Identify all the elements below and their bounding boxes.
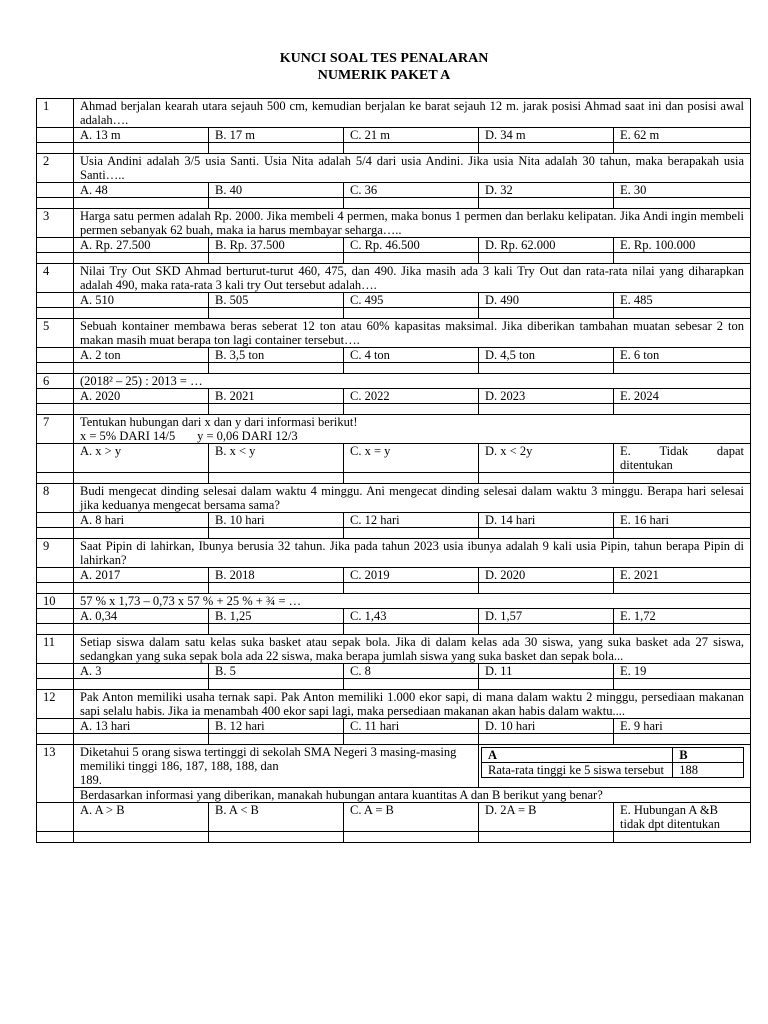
- spacer-cell: [344, 253, 479, 264]
- question-row: [37, 745, 751, 788]
- option-c: C. Rp. 46.500: [344, 238, 479, 253]
- question-text-body: Ahmad berjalan kearah utara sejauh 500 cm, kemudian berjalan ke barat sejauh 12 m. jarak posisi Ahmad saat ini dan posisi awal adalah….: [80, 99, 745, 127]
- option-e-part: E.: [620, 444, 631, 458]
- question-text-body: Setiap siswa dalam satu kelas suka basket atau sepak bola. Jika di dalam kelas ada 30 siswa, yang suka basket ada 27 siswa, sedangkan yang suka sepak bola ada 22 siswa, maka berapa jumlah siswa yang suka basket dan sepak bola...: [80, 635, 745, 663]
- question-number: 2: [37, 154, 74, 183]
- spacer-row: [37, 734, 751, 745]
- question-row: [37, 539, 751, 568]
- spacer-cell: [479, 832, 614, 843]
- question-number: 13: [37, 745, 74, 803]
- spacer-cell: [74, 363, 209, 374]
- question-number: 6: [37, 374, 74, 389]
- spacer-cell: [209, 473, 344, 484]
- spacer-cell: [614, 143, 751, 154]
- option-b: B. 40: [209, 183, 344, 198]
- question-text: [74, 745, 479, 788]
- option-e: E. Rp. 100.000: [614, 238, 751, 253]
- option-e: E. 1,72: [614, 609, 751, 624]
- spacer-cell: [479, 363, 614, 374]
- spacer-cell: [209, 143, 344, 154]
- question-text: [74, 635, 751, 664]
- options-row: [37, 568, 751, 583]
- spacer-row: [37, 404, 751, 415]
- spacer-cell: [74, 679, 209, 690]
- option-c: C. 1,43: [344, 609, 479, 624]
- option-d: D. 4,5 ton: [479, 348, 614, 363]
- option-a: A. 2020: [74, 389, 209, 404]
- option-e: E. 16 hari: [614, 513, 751, 528]
- question-text: [74, 99, 751, 128]
- options-row: [37, 803, 751, 832]
- question-prompt-row: [37, 788, 751, 803]
- option-d: D. 2023: [479, 389, 614, 404]
- options-number-cell: [37, 293, 74, 308]
- spacer-cell: [74, 734, 209, 745]
- option-c: C. 12 hari: [344, 513, 479, 528]
- spacer-cell: [344, 679, 479, 690]
- option-e-line-1: [620, 444, 744, 458]
- spacer-cell: [209, 624, 344, 635]
- question-text-body: Diketahui 5 orang siswa tertinggi di sekolah SMA Negeri 3 masing-masing memiliki tinggi 186, 187, 188, 188, dan: [80, 745, 457, 773]
- spacer-row: [37, 473, 751, 484]
- spacer-row: [37, 832, 751, 843]
- question-text: [74, 319, 751, 348]
- option-d: D. x < 2y: [479, 444, 614, 473]
- options-row: [37, 513, 751, 528]
- option-b: B. 2021: [209, 389, 344, 404]
- answer-key-table: [36, 98, 751, 843]
- spacer-cell: [74, 473, 209, 484]
- option-e: E. 2021: [614, 568, 751, 583]
- question-text-body: Harga satu permen adalah Rp. 2000. Jika membeli 4 permen, maka bonus 1 permen dan berlaku kelipatan. Jika Andi ingin membeli permen sebanyak 62 buah, maka ia harus membayar seharga…..: [80, 209, 745, 237]
- spacer-cell: [344, 624, 479, 635]
- spacer-cell: [344, 308, 479, 319]
- question-number: 9: [37, 539, 74, 568]
- option-d: D. 2A = B: [479, 803, 614, 832]
- option-a: A. A > B: [74, 803, 209, 832]
- option-e: E. 485: [614, 293, 751, 308]
- spacer-cell: [614, 679, 751, 690]
- spacer-row: [37, 528, 751, 539]
- spacer-cell: [479, 253, 614, 264]
- spacer-cell: [74, 143, 209, 154]
- option-a: A. Rp. 27.500: [74, 238, 209, 253]
- options-row: [37, 444, 751, 473]
- quantity-a: Rata-rata tinggi ke 5 siswa tersebut: [482, 763, 673, 778]
- option-c: C. 21 m: [344, 128, 479, 143]
- spacer-cell: [74, 832, 209, 843]
- spacer-cell: [37, 363, 74, 374]
- spacer-cell: [614, 198, 751, 209]
- spacer-cell: [479, 308, 614, 319]
- spacer-cell: [479, 528, 614, 539]
- spacer-cell: [614, 832, 751, 843]
- question-text-body: Usia Andini adalah 3/5 usia Santi. Usia Nita adalah 5/4 dari usia Andini. Jika usia Nita adalah 30 tahun, maka berapakah usia Santi…..: [80, 154, 745, 182]
- options-number-cell: [37, 444, 74, 473]
- option-e: E. 62 m: [614, 128, 751, 143]
- option-c: C. 8: [344, 664, 479, 679]
- spacer-row: [37, 143, 751, 154]
- spacer-cell: [614, 734, 751, 745]
- spacer-cell: [479, 198, 614, 209]
- question-number: 3: [37, 209, 74, 238]
- option-a: A. 48: [74, 183, 209, 198]
- spacer-cell: [479, 473, 614, 484]
- question-number: 1: [37, 99, 74, 128]
- options-row: [37, 609, 751, 624]
- question-text: [74, 594, 751, 609]
- question-text-body: Sebuah kontainer membawa beras seberat 12 ton atau 60% kapasitas maksimal. Jika diberikan tambahan muatan sebesar 2 ton makan masih muat berapa ton lagi container tersebut….: [80, 319, 745, 347]
- spacer-cell: [614, 404, 751, 415]
- spacer-row: [37, 308, 751, 319]
- spacer-cell: [614, 583, 751, 594]
- question-row: [37, 264, 751, 293]
- option-e: [614, 444, 751, 473]
- spacer-cell: [209, 583, 344, 594]
- spacer-cell: [614, 624, 751, 635]
- spacer-cell: [479, 679, 614, 690]
- spacer-cell: [209, 528, 344, 539]
- spacer-cell: [209, 198, 344, 209]
- option-d: D. 490: [479, 293, 614, 308]
- question-row: [37, 319, 751, 348]
- options-row: [37, 389, 751, 404]
- spacer-row: [37, 198, 751, 209]
- option-c: C. 4 ton: [344, 348, 479, 363]
- option-a: A. 510: [74, 293, 209, 308]
- spacer-cell: [344, 198, 479, 209]
- quantity-b: 188: [673, 763, 744, 778]
- option-a: A. 3: [74, 664, 209, 679]
- option-e: E. 30: [614, 183, 751, 198]
- spacer-cell: [209, 253, 344, 264]
- spacer-row: [37, 679, 751, 690]
- option-e-part: dapat: [716, 444, 744, 458]
- option-b: B. 5: [209, 664, 344, 679]
- option-e-part: Tidak: [659, 444, 689, 458]
- spacer-cell: [479, 143, 614, 154]
- spacer-cell: [37, 583, 74, 594]
- spacer-cell: [209, 308, 344, 319]
- options-number-cell: [37, 803, 74, 832]
- question-text: [74, 154, 751, 183]
- option-b: B. Rp. 37.500: [209, 238, 344, 253]
- spacer-cell: [37, 253, 74, 264]
- option-e-line-2: tidak dpt ditentukan: [620, 817, 720, 831]
- option-c: C. 2019: [344, 568, 479, 583]
- spacer-row: [37, 624, 751, 635]
- option-e: E. 19: [614, 664, 751, 679]
- spacer-cell: [37, 143, 74, 154]
- spacer-cell: [74, 404, 209, 415]
- options-row: [37, 719, 751, 734]
- spacer-cell: [344, 528, 479, 539]
- question-text: [74, 374, 751, 389]
- option-a: A. 0,34: [74, 609, 209, 624]
- spacer-cell: [37, 308, 74, 319]
- question-text-body: (2018² – 25) : 2013 = …: [80, 374, 203, 388]
- option-a: A. 13 m: [74, 128, 209, 143]
- option-d: D. 32: [479, 183, 614, 198]
- option-b: B. 2018: [209, 568, 344, 583]
- question-number: 10: [37, 594, 74, 609]
- question-row: [37, 484, 751, 513]
- spacer-cell: [479, 404, 614, 415]
- spacer-cell: [74, 198, 209, 209]
- column-b-header: B: [673, 748, 744, 763]
- option-d: D. 34 m: [479, 128, 614, 143]
- question-number: 11: [37, 635, 74, 664]
- options-number-cell: [37, 183, 74, 198]
- spacer-cell: [37, 198, 74, 209]
- options-number-cell: [37, 664, 74, 679]
- spacer-cell: [209, 832, 344, 843]
- option-e: E. 2024: [614, 389, 751, 404]
- question-text: [74, 264, 751, 293]
- options-row: [37, 348, 751, 363]
- options-number-cell: [37, 513, 74, 528]
- spacer-cell: [209, 679, 344, 690]
- question-text-tail: 189.: [80, 773, 102, 787]
- spacer-cell: [74, 528, 209, 539]
- option-a: A. x > y: [74, 444, 209, 473]
- option-a: A. 2017: [74, 568, 209, 583]
- option-e-line-2: ditentukan: [620, 458, 673, 472]
- option-b: B. x < y: [209, 444, 344, 473]
- spacer-cell: [37, 624, 74, 635]
- spacer-cell: [344, 473, 479, 484]
- option-c: C. 36: [344, 183, 479, 198]
- question-text: [74, 209, 751, 238]
- spacer-cell: [344, 734, 479, 745]
- option-d: D. 1,57: [479, 609, 614, 624]
- spacer-cell: [74, 253, 209, 264]
- option-b: B. 10 hari: [209, 513, 344, 528]
- comparison-table-cell: [479, 745, 751, 788]
- spacer-cell: [37, 679, 74, 690]
- spacer-cell: [209, 404, 344, 415]
- option-d: D. 10 hari: [479, 719, 614, 734]
- spacer-cell: [479, 624, 614, 635]
- option-b: B. 505: [209, 293, 344, 308]
- option-d: D. 11: [479, 664, 614, 679]
- options-row: [37, 183, 751, 198]
- option-e: [614, 803, 751, 832]
- question-row: [37, 415, 751, 444]
- options-number-cell: [37, 568, 74, 583]
- spacer-cell: [209, 363, 344, 374]
- question-text-body: 57 % x 1,73 – 0,73 x 57 % + 25 % + ¾ = …: [80, 594, 302, 608]
- options-number-cell: [37, 348, 74, 363]
- option-c: C. x = y: [344, 444, 479, 473]
- question-row: [37, 99, 751, 128]
- question-row: [37, 154, 751, 183]
- option-d: D. 2020: [479, 568, 614, 583]
- spacer-cell: [37, 832, 74, 843]
- option-a: A. 8 hari: [74, 513, 209, 528]
- options-row: [37, 293, 751, 308]
- option-c: C. 495: [344, 293, 479, 308]
- title-line-1: KUNCI SOAL TES PENALARAN: [279, 51, 489, 66]
- question-text-body: Pak Anton memiliki usaha ternak sapi. Pak Anton memiliki 1.000 ekor sapi, di mana dalam waktu 2 minggu, persediaan makanan sapi selalu habis. Jika ia menambah 400 ekor sapi lagi, maka persediaan makanan akan habis dalam waktu....: [80, 690, 745, 718]
- question-number: 5: [37, 319, 74, 348]
- question-text-body: Tentukan hubungan dari x dan y dari informasi berikut!: [80, 415, 358, 429]
- question-row: [37, 594, 751, 609]
- question-text: [74, 690, 751, 719]
- question-text: [74, 484, 751, 513]
- question-text: [74, 415, 751, 444]
- option-a: A. 13 hari: [74, 719, 209, 734]
- question-number: 8: [37, 484, 74, 513]
- question-text-body: Nilai Try Out SKD Ahmad berturut-turut 460, 475, dan 490. Jika masih ada 3 kali Try Out dan rata-rata nilai yang diharapkan adalah 490, maka rata-rata 3 kali try Out tersebut adalah….: [80, 264, 745, 292]
- question-row: [37, 690, 751, 719]
- spacer-cell: [37, 404, 74, 415]
- spacer-cell: [479, 583, 614, 594]
- option-e: E. 9 hari: [614, 719, 751, 734]
- question-number: 7: [37, 415, 74, 444]
- spacer-cell: [344, 363, 479, 374]
- spacer-cell: [74, 583, 209, 594]
- option-b: B. 17 m: [209, 128, 344, 143]
- document-title: [0, 50, 768, 84]
- question-number: 4: [37, 264, 74, 293]
- spacer-cell: [344, 583, 479, 594]
- spacer-cell: [74, 308, 209, 319]
- options-number-cell: [37, 389, 74, 404]
- comparison-table: [481, 747, 744, 778]
- options-number-cell: [37, 609, 74, 624]
- option-c: C. 11 hari: [344, 719, 479, 734]
- question-text-body: Saat Pipin di lahirkan, Ibunya berusia 32 tahun. Jika pada tahun 2023 usia ibunya adalah 9 kali usia Pipin, tahun berapa Pipin di lahirkan?: [80, 539, 745, 567]
- spacer-cell: [74, 624, 209, 635]
- spacer-cell: [479, 734, 614, 745]
- options-number-cell: [37, 719, 74, 734]
- comparison-header-row: [482, 748, 744, 763]
- option-a: A. 2 ton: [74, 348, 209, 363]
- question-prompt: Berdasarkan informasi yang diberikan, manakah hubungan antara kuantitas A dan B berikut yang benar?: [74, 788, 751, 803]
- option-b: B. 3,5 ton: [209, 348, 344, 363]
- options-number-cell: [37, 238, 74, 253]
- options-number-cell: [37, 128, 74, 143]
- option-e-line-1: E. Hubungan A &B: [620, 803, 718, 817]
- spacer-cell: [37, 473, 74, 484]
- option-b: B. 12 hari: [209, 719, 344, 734]
- spacer-cell: [344, 832, 479, 843]
- option-c: C. 2022: [344, 389, 479, 404]
- question-number: 12: [37, 690, 74, 719]
- question-row: [37, 374, 751, 389]
- spacer-row: [37, 363, 751, 374]
- comparison-value-row: [482, 763, 744, 778]
- spacer-cell: [37, 734, 74, 745]
- question-row: [37, 209, 751, 238]
- question-row: [37, 635, 751, 664]
- option-d: D. 14 hari: [479, 513, 614, 528]
- spacer-row: [37, 583, 751, 594]
- options-row: [37, 664, 751, 679]
- question-text-line-2: x = 5% DARI 14/5 y = 0,06 DARI 12/3: [80, 429, 298, 443]
- spacer-cell: [614, 363, 751, 374]
- spacer-row: [37, 253, 751, 264]
- question-text-body: Budi mengecat dinding selesai dalam waktu 4 minggu. Ani mengecat dinding selesai dalam waktu 3 minggu. Berapa hari selesai jika keduanya mengecat bersama sama?: [80, 484, 745, 512]
- spacer-cell: [37, 528, 74, 539]
- options-row: [37, 238, 751, 253]
- option-b: B. A < B: [209, 803, 344, 832]
- option-c: C. A = B: [344, 803, 479, 832]
- spacer-cell: [614, 308, 751, 319]
- column-a-header: A: [482, 748, 673, 763]
- options-row: [37, 128, 751, 143]
- option-b: B. 1,25: [209, 609, 344, 624]
- option-d: D. Rp. 62.000: [479, 238, 614, 253]
- spacer-cell: [344, 143, 479, 154]
- spacer-cell: [614, 253, 751, 264]
- spacer-cell: [209, 734, 344, 745]
- spacer-cell: [614, 473, 751, 484]
- option-e: E. 6 ton: [614, 348, 751, 363]
- question-text: [74, 539, 751, 568]
- spacer-cell: [614, 528, 751, 539]
- spacer-cell: [344, 404, 479, 415]
- title-line-2: NUMERIK PAKET A: [317, 68, 451, 83]
